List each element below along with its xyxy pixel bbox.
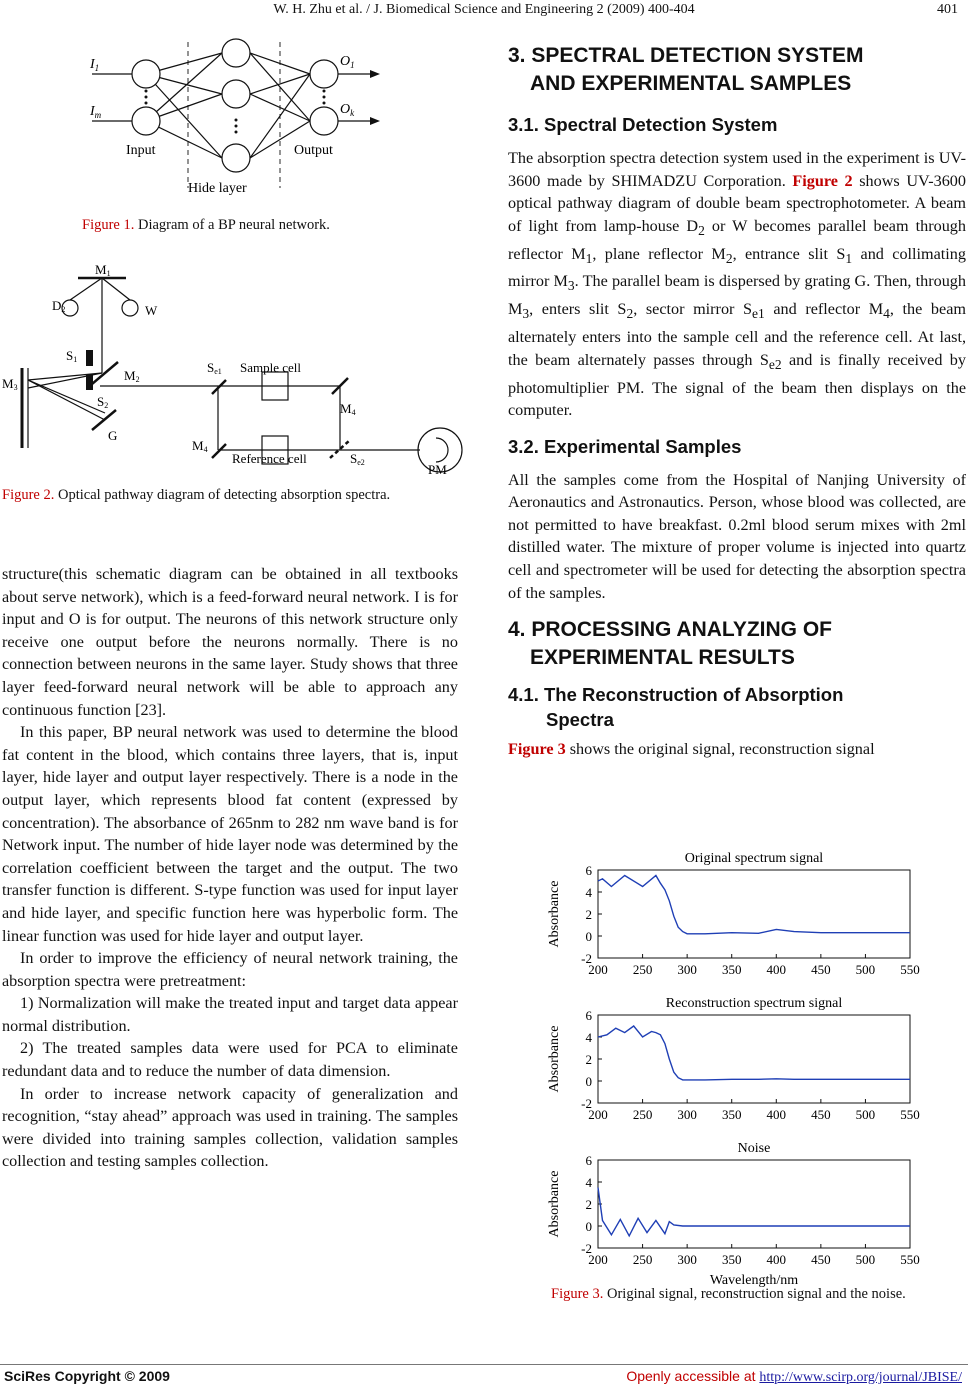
paragraph: structure(this schematic diagram can be obtained in all textbooks about serve network), which is a feed-forward neural network. I is for input and O is for output. The neurons of this network structure only receive one output before the neurons normally. There is no connection between neurons in the same layer. Study shows that three layer feed-forward neural network will be able to approach any continuous function [23]. bbox=[2, 565, 458, 719]
figure-3-spectrum-charts bbox=[540, 840, 930, 1288]
y-axis-label: Absorbance bbox=[547, 880, 562, 948]
svg-text:S2: S2 bbox=[97, 394, 109, 410]
x-tick-label: 450 bbox=[811, 962, 831, 977]
series-line bbox=[598, 1188, 910, 1236]
chart-title: Reconstruction spectrum signal bbox=[665, 996, 843, 1011]
x-tick-label: 250 bbox=[632, 1107, 653, 1122]
subsection-heading-3-1: 3.1. Spectral Detection System bbox=[508, 114, 778, 135]
y-tick-label: 4 bbox=[585, 1030, 592, 1045]
x-tick-label: 250 bbox=[632, 962, 653, 977]
svg-text:Se1: Se1 bbox=[207, 360, 222, 376]
paragraph: Figure 3 shows the original signal, reconstruction signal bbox=[508, 740, 875, 759]
x-tick-label: 500 bbox=[855, 1252, 876, 1267]
svg-text:M2: M2 bbox=[124, 368, 140, 384]
x-tick-label: 550 bbox=[900, 962, 920, 977]
y-tick-label: -2 bbox=[581, 1096, 592, 1111]
list-item: 2) The treated samples data were used for PCA to eliminate redundant data and to reduce the number of data dimension. bbox=[2, 1039, 458, 1081]
y-tick-label: 2 bbox=[585, 907, 592, 922]
svg-text:O1: $O_1$ bbox=[340, 54, 355, 70]
plot-frame bbox=[598, 870, 910, 958]
x-tick-label: 200 bbox=[588, 1107, 608, 1122]
page-footer bbox=[0, 1364, 968, 1387]
svg-text:Im: $I_m$ bbox=[90, 104, 102, 120]
x-tick-label: 300 bbox=[677, 1107, 697, 1122]
plot-frame bbox=[598, 1160, 910, 1248]
x-tick-label: 400 bbox=[766, 1252, 787, 1267]
page-number: 401 bbox=[937, 2, 958, 17]
input-label: Input bbox=[126, 143, 156, 158]
list-item: 1) Normalization will make the treated input and target data appear normal distribution. bbox=[2, 994, 458, 1035]
x-tick-label: 250 bbox=[632, 1252, 653, 1267]
y-tick-label: 6 bbox=[585, 863, 592, 878]
svg-text:S1: S1 bbox=[66, 348, 78, 364]
figure-1-caption: Figure 1. Diagram of a BP neural network. bbox=[82, 217, 330, 233]
right-column-text bbox=[508, 42, 966, 761]
journal-link[interactable]: http://www.scirp.org/journal/JBISE/ bbox=[759, 1370, 962, 1385]
x-tick-label: 350 bbox=[721, 1107, 742, 1122]
y-tick-label: -2 bbox=[581, 1241, 592, 1256]
output-label: Output bbox=[294, 143, 333, 158]
svg-text:Se2: Se2 bbox=[350, 451, 365, 467]
y-tick-label: 6 bbox=[585, 1153, 592, 1168]
x-tick-label: 300 bbox=[677, 1252, 697, 1267]
x-axis-label: Wavelength/nm bbox=[709, 1273, 799, 1288]
svg-text:M1: M1 bbox=[95, 262, 111, 278]
x-tick-label: 500 bbox=[855, 1107, 876, 1122]
plot-frame bbox=[598, 1015, 910, 1103]
y-axis-label: Absorbance bbox=[547, 1025, 562, 1093]
svg-text:M4: M4 bbox=[192, 438, 208, 454]
series-line bbox=[598, 1026, 910, 1080]
x-tick-label: 350 bbox=[721, 962, 742, 977]
svg-text:D2: D2 bbox=[52, 298, 66, 314]
figure-2-optical-pathway-diagram bbox=[0, 258, 460, 480]
x-tick-label: 300 bbox=[677, 962, 697, 977]
x-tick-label: 450 bbox=[811, 1107, 831, 1122]
y-tick-label: 0 bbox=[585, 929, 592, 944]
x-tick-label: 350 bbox=[721, 1252, 742, 1267]
svg-text:Ok: $O_k$ bbox=[340, 102, 355, 118]
paragraph: All the samples come from the Hospital of Nanjing University of Aeronautics and Astronautics. Person, whose blood was collected, are not permitted to have breakfast. 0.2ml blood serum mixes with 2ml distilled water. The mixture of proper volume is injected into quartz cell and spectrometer will be used for detecting the absorption spectra of the samples. bbox=[508, 470, 966, 602]
svg-text:W: W bbox=[145, 303, 158, 318]
svg-text:M3: M3 bbox=[2, 376, 18, 392]
hide-layer-label: Hide layer bbox=[188, 181, 247, 196]
y-tick-label: 0 bbox=[585, 1074, 592, 1089]
x-tick-label: 400 bbox=[766, 1107, 787, 1122]
paragraph: In this paper, BP neural network was used to determine the blood fat content in the blood, which contains three layers, that is, input layer, hide layer and output layer respectively. There is a node in the output layer, which represents blood fat content (expressed by concentration). The absorbance of 265nm to 282 nm wave band is for Network input. The number of hide layer node was determined by the correlation coefficient between the target and the output. The two transfer function is different. S-type function was used for input layer and hide layer, and specific function here was hyperbolic form. The linear function was used for hide layer and output layer. bbox=[2, 723, 458, 945]
x-tick-label: 550 bbox=[900, 1252, 920, 1267]
subsection-heading-3-2: 3.2. Experimental Samples bbox=[508, 435, 742, 457]
svg-text:Reference cell: Reference cell bbox=[232, 451, 307, 466]
svg-text:G: G bbox=[108, 428, 118, 443]
y-tick-label: 2 bbox=[585, 1197, 592, 1212]
y-axis-label: Absorbance bbox=[547, 1170, 562, 1238]
paragraph: In order to increase network capacity of generalization and recognition, “stay ahead” approach was used in training. The samples were divided into training samples collection, validation samples collection and testing samples collection. bbox=[2, 1084, 458, 1171]
x-tick-label: 200 bbox=[588, 1252, 608, 1267]
x-tick-label: 550 bbox=[900, 1107, 920, 1122]
copyright-notice: SciRes Copyright © 2009 bbox=[4, 1368, 170, 1384]
subsection-heading-4-1: 4.1. The Reconstruction of Absorption Spectra bbox=[508, 684, 844, 731]
x-tick-label: 200 bbox=[588, 962, 608, 977]
svg-text:Sample cell: Sample cell bbox=[240, 360, 302, 375]
section-heading-4: 4. PROCESSING ANALYZING OF EXPERIMENTAL RESULTS bbox=[508, 618, 832, 670]
y-tick-label: 6 bbox=[585, 1008, 592, 1023]
figure-1-neural-network-diagram bbox=[70, 38, 400, 203]
running-header bbox=[0, 0, 968, 22]
chart-title: Original spectrum signal bbox=[684, 851, 824, 866]
x-tick-label: 450 bbox=[811, 1252, 831, 1267]
y-tick-label: 0 bbox=[585, 1219, 592, 1234]
x-tick-label: 400 bbox=[766, 962, 787, 977]
section-heading-3: 3. SPECTRAL DETECTION SYSTEM AND EXPERIMENTAL SAMPLES bbox=[508, 44, 864, 95]
svg-text:I1: $I_1$ bbox=[90, 57, 100, 73]
svg-text:PM: PM bbox=[428, 462, 447, 477]
svg-text:M4: M4 bbox=[340, 401, 356, 417]
paragraph: The absorption spectra detection system used in the experiment is UV-3600 made by SHIMADZU Corporation. Figure 2 shows UV-3600 optical pathway diagram of double beam spectrophotometer. A beam of light from lamp-house $D_2$ or W becomes parallel beam through reflector $M_1$, plane reflector $M_2$, entrance slit $S_1$ and collimating mirror $M_3$. The parallel beam is dispersed by grating G. Then, through $M_3$, enters slit $S_2$, sector mirror $S_{e1}$ and reflector $M_4$, the beam alternately enters into the sample cell and the reference cell. At last, the beam alternately passes through $S_{e2}$ and is finally received by photomultiplier PM. The signal of the beam then displays on the computer. bbox=[508, 149, 966, 420]
y-tick-label: 2 bbox=[585, 1052, 592, 1067]
y-tick-label: 4 bbox=[585, 1175, 592, 1190]
y-tick-label: 4 bbox=[585, 885, 592, 900]
figure-3-caption: Figure 3. Original signal, reconstruction signal and the noise. bbox=[551, 1286, 906, 1302]
figure-2-caption: Figure 2. Optical pathway diagram of detecting absorption spectra. bbox=[2, 487, 391, 503]
left-column-text bbox=[2, 563, 458, 1173]
paragraph: In order to improve the efficiency of neural network training, the absorption spectra were pretreatment: bbox=[2, 949, 458, 990]
open-access-notice: Openly accessible at http://www.scirp.org/journal/JBISE/ bbox=[626, 1368, 962, 1385]
series-line bbox=[598, 876, 910, 934]
chart-title: Noise bbox=[737, 1141, 771, 1156]
x-tick-label: 500 bbox=[855, 962, 876, 977]
y-tick-label: -2 bbox=[581, 951, 592, 966]
running-title: W. H. Zhu et al. / J. Biomedical Science and Engineering 2 (2009) 400-404 bbox=[273, 2, 695, 17]
